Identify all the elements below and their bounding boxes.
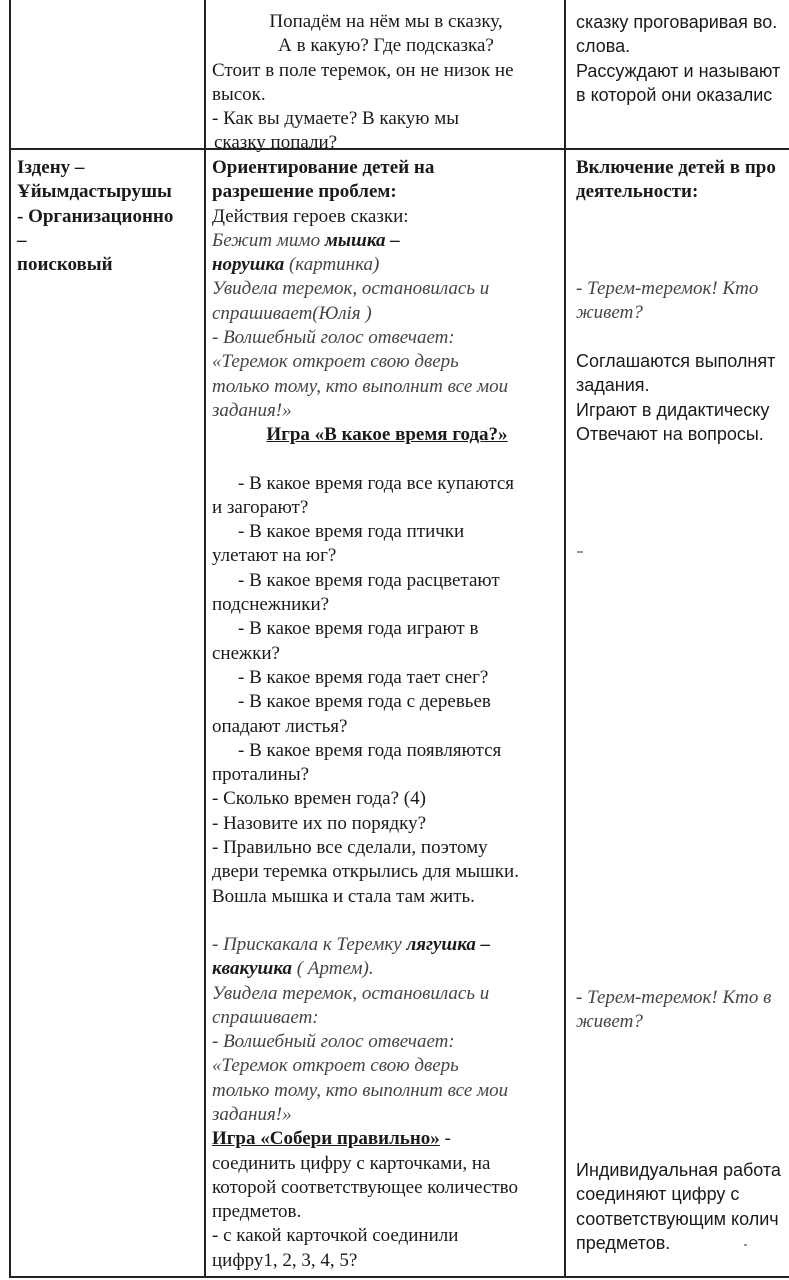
text-line: - Волшебный голос отвечает: <box>212 327 455 349</box>
question-line: опадают листья? <box>212 715 348 737</box>
teacher-activity-cell <box>212 156 562 1273</box>
stage-cell <box>17 156 202 277</box>
text-line: задания!» <box>212 399 292 421</box>
text-line: Увидела теремок, остановилась и <box>212 982 490 1004</box>
children-activity-cell <box>576 156 789 1274</box>
text-line: Вошла мышка и стала там жить. <box>212 885 475 907</box>
text-line: - Терем-теремок! Кто <box>576 277 759 299</box>
game-title: Игра «В какое время года?» <box>266 424 508 446</box>
question-line: - В какое время года тает снег? <box>238 666 489 688</box>
question-line: снежки? <box>212 642 280 664</box>
text-line: - Как вы думаете? В какую мы <box>212 108 459 130</box>
question-line: улетают на юг? <box>212 545 337 567</box>
text-line: которой соответствующее количество <box>212 1176 519 1198</box>
text-line: - Правильно все сделали, поэтому <box>212 837 488 859</box>
text-line: спрашивает: <box>212 1006 319 1028</box>
text-line: Стоит в поле теремок, он не низок не <box>212 59 514 81</box>
table-divider-col1 <box>204 0 206 1278</box>
text-line: Увидела теремок, остановилась и <box>212 278 490 300</box>
game-title: Игра «Собери правильно» <box>212 1128 440 1150</box>
section-heading: деятельности: <box>576 181 699 203</box>
text-span: ( Артем). <box>292 958 374 980</box>
text-line: - Волшебный голос отвечает: <box>212 1031 455 1053</box>
text-line: - Сколько времен года? (4) <box>212 788 426 810</box>
text-line: «Теремок откроет свою дверь <box>212 351 459 373</box>
table-divider-col2 <box>564 0 566 1278</box>
question-line: - В какое время года появляются <box>238 739 502 761</box>
poem-line: Попадём на нём мы в сказку, <box>269 11 503 32</box>
stage-line: Іздену – <box>17 157 85 178</box>
text-line: слова. <box>576 36 631 57</box>
text-line: только тому, кто выполнит все мои <box>212 375 509 397</box>
text-line: высок. <box>212 83 266 105</box>
text-line: соответствующим колич <box>576 1208 779 1229</box>
text-line: предметов. <box>212 1201 302 1223</box>
text-line: спрашивает(Юлія ) <box>212 302 372 324</box>
text-line: живет? <box>576 301 643 323</box>
children-activity-cell-individual <box>576 1158 789 1255</box>
poem-line: А в какую? Где подсказка? <box>278 35 494 57</box>
table-border-left <box>9 0 11 1278</box>
question-line: - В какое время года все купаются <box>238 472 515 494</box>
text-line: Соглашаются выполнят <box>576 351 776 372</box>
stage-line: поисковый <box>17 254 113 276</box>
question-line: проталины? <box>212 764 310 786</box>
text-line: - Назовите их по порядку? <box>212 812 427 834</box>
top-row-right-cell <box>576 10 789 107</box>
text-span: Бежит мимо <box>212 229 325 251</box>
text-line: задания!» <box>212 1103 292 1125</box>
question-line: - В какое время года расцветают <box>238 569 500 591</box>
text-line: соединить цифру с карточками, на <box>212 1152 491 1174</box>
text-line: только тому, кто выполнит все мои <box>212 1079 509 1101</box>
text-line: - с какой карточкой соединили <box>212 1225 459 1247</box>
question-line: и загорают? <box>212 496 309 518</box>
children-activity-cell-frog <box>576 986 789 1035</box>
stage-line: Ұйымдастырушы <box>17 181 172 203</box>
section-heading: Включение детей в про <box>576 157 776 178</box>
text-line: «Теремок откроет свою дверь <box>212 1055 459 1077</box>
text-line: сказку проговаривая во. <box>576 12 778 32</box>
question-line: - В какое время года птички <box>238 521 465 543</box>
scan-speck <box>744 1244 747 1246</box>
scan-speck <box>577 551 583 553</box>
character-name: норушка <box>212 254 285 276</box>
text-span: (картинка) <box>284 254 380 276</box>
top-row-middle-cell <box>212 10 560 156</box>
question-line: - В какое время года играют в <box>238 618 479 640</box>
text-span: - Прискакала к Теремку <box>212 933 407 955</box>
question-line: - В какое время года с деревьев <box>238 691 491 713</box>
question-line: подснежники? <box>212 594 330 616</box>
text-span: - <box>439 1128 451 1150</box>
character-name: лягушка – <box>406 933 491 955</box>
text-line: сказку попали? <box>214 132 338 154</box>
text-line: Играют в дидактическу <box>576 399 770 420</box>
stage-line: - Организационно <box>17 205 174 227</box>
text-line: двери теремка открылись для мышки. <box>212 861 519 883</box>
text-line: живет? <box>576 1011 643 1033</box>
character-name: квакушка <box>212 958 293 980</box>
text-line: цифру1, 2, 3, 4, 5? <box>212 1249 358 1271</box>
text-line: Индивидуальная работа <box>576 1160 781 1180</box>
text-line: Действия героев сказки: <box>212 205 409 227</box>
text-line: задания. <box>576 375 650 396</box>
character-name: мышка – <box>324 229 400 251</box>
table-border-bottom <box>9 1276 789 1278</box>
text-line: Отвечают на вопросы. <box>576 424 764 445</box>
text-line: предметов. <box>576 1232 671 1253</box>
text-line: соединяют цифру с <box>576 1184 740 1205</box>
text-line: Рассуждают и называют <box>576 60 781 81</box>
text-line: в которой они оказалис <box>576 84 773 105</box>
text-line: - Терем-теремок! Кто в <box>576 987 772 1008</box>
section-heading: Ориентирование детей на <box>212 157 435 178</box>
stage-line: – <box>17 229 27 251</box>
section-heading: разрешение проблем: <box>212 181 397 203</box>
